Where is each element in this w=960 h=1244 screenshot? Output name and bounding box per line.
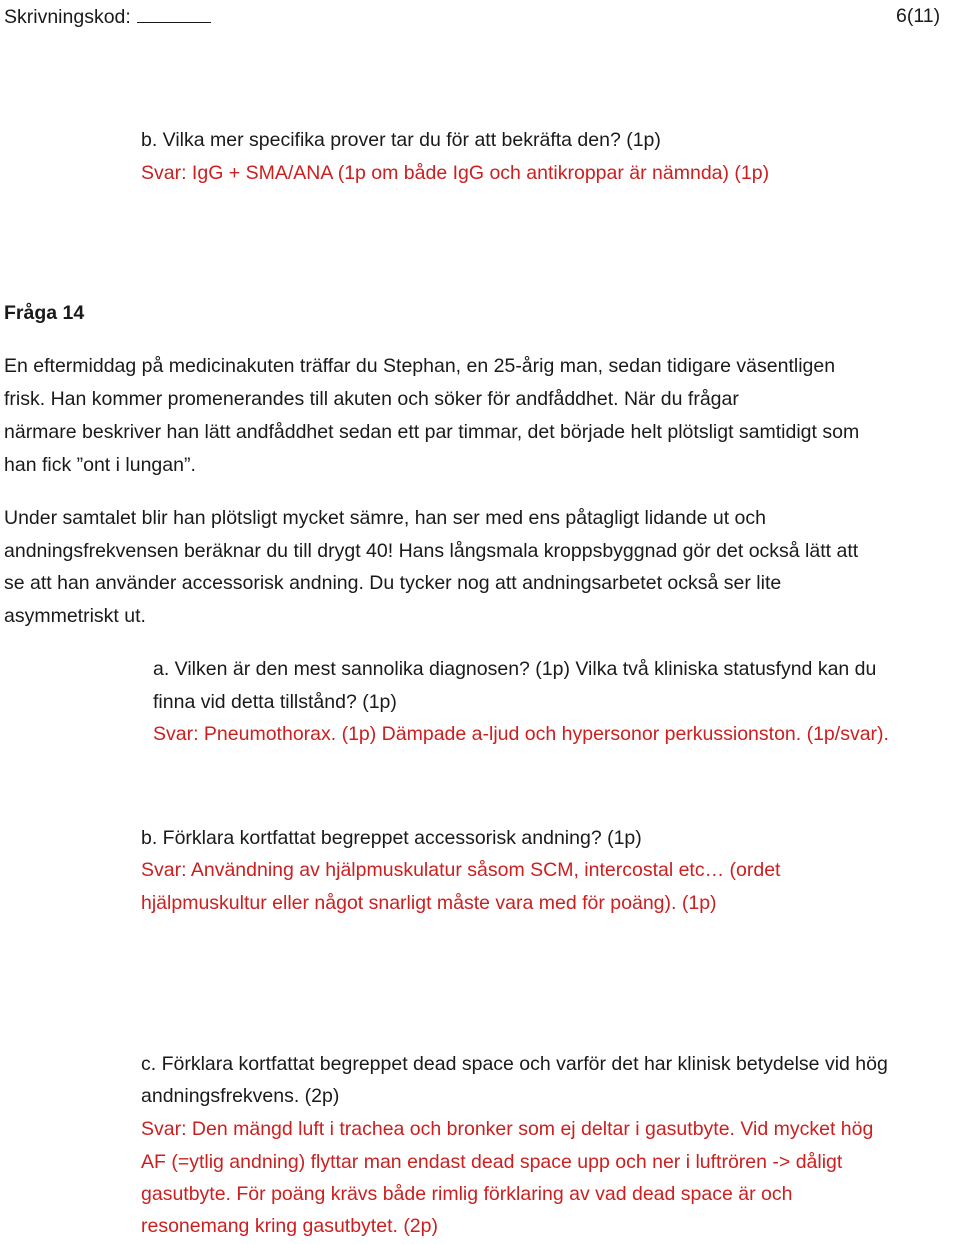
q14c-question-line: c. Förklara kortfattat begreppet dead space och varför det har klinisk betydelse vid hög	[141, 1053, 888, 1075]
q13b-question: b. Vilka mer specifika prover tar du för att bekräfta den? (1p)	[141, 129, 661, 151]
q14c-answer-line: AF (=ytlig andning) flyttar man endast dead space upp och ner i luftrören -> dåligt	[141, 1151, 843, 1173]
q14-intro-line: En eftermiddag på medicinakuten träffar du Stephan, en 25-årig man, sedan tidigare väsentligen	[4, 355, 836, 377]
q14c-answer-line: resonemang kring gasutbytet. (2p)	[141, 1215, 438, 1237]
q14-para2-line: asymmetriskt ut.	[4, 605, 146, 627]
q14c-question-line: andningsfrekvens. (2p)	[141, 1085, 340, 1107]
q14a-question-line: a. Vilken är den mest sannolika diagnosen? (1p) Vilka två kliniska statusfynd kan du	[153, 658, 877, 680]
q14b-answer-line: Svar: Användning av hjälpmuskulatur såsom SCM, intercostal etc… (ordet	[141, 859, 781, 881]
q14-para2-line: se att han använder accessorisk andning. Du tycker nog att andningsarbetet också ser lite	[4, 572, 782, 594]
q14b-answer-line: hjälpmuskultur eller något snarligt måste vara med för poäng). (1p)	[141, 892, 717, 914]
q14-intro-line: frisk. Han kommer promenerandes till akuten och söker för andfåddhet. När du frågar	[4, 388, 739, 410]
q14-intro-line: han fick ”ont i lungan”.	[4, 454, 196, 476]
q14-title: Fråga 14	[4, 302, 85, 324]
q14a-question-line: finna vid detta tillstånd? (1p)	[153, 691, 397, 713]
q14-para2-line: Under samtalet blir han plötsligt mycket sämre, han ser med ens påtagligt lidande ut och	[4, 507, 766, 529]
q14-para2-line: andningsfrekvensen beräknar du till drygt 40! Hans långsmala kroppsbyggnad gör det också lätt att	[4, 540, 859, 562]
q13b-answer: Svar: IgG + SMA/ANA (1p om både IgG och antikroppar är nämnda) (1p)	[141, 162, 770, 184]
header-code-label: Skrivningskod:	[4, 6, 131, 28]
page-number: 6(11)	[896, 5, 941, 27]
q14c-answer-line: Svar: Den mängd luft i trachea och bronker som ej deltar i gasutbyte. Vid mycket hög	[141, 1118, 874, 1140]
q14a-answer-line: Svar: Pneumothorax. (1p) Dämpade a-ljud och hypersonor perkussionston. (1p/svar).	[153, 723, 889, 745]
code-blank-line	[137, 4, 211, 23]
header-code	[4, 4, 211, 29]
q14-intro-line: närmare beskriver han lätt andfåddhet sedan ett par timmar, det började helt plötsligt samtidigt som	[4, 421, 860, 443]
q14b-question-line: b. Förklara kortfattat begreppet accessorisk andning? (1p)	[141, 827, 642, 849]
q14c-answer-line: gasutbyte. För poäng krävs både rimlig förklaring av vad dead space är och	[141, 1183, 793, 1205]
